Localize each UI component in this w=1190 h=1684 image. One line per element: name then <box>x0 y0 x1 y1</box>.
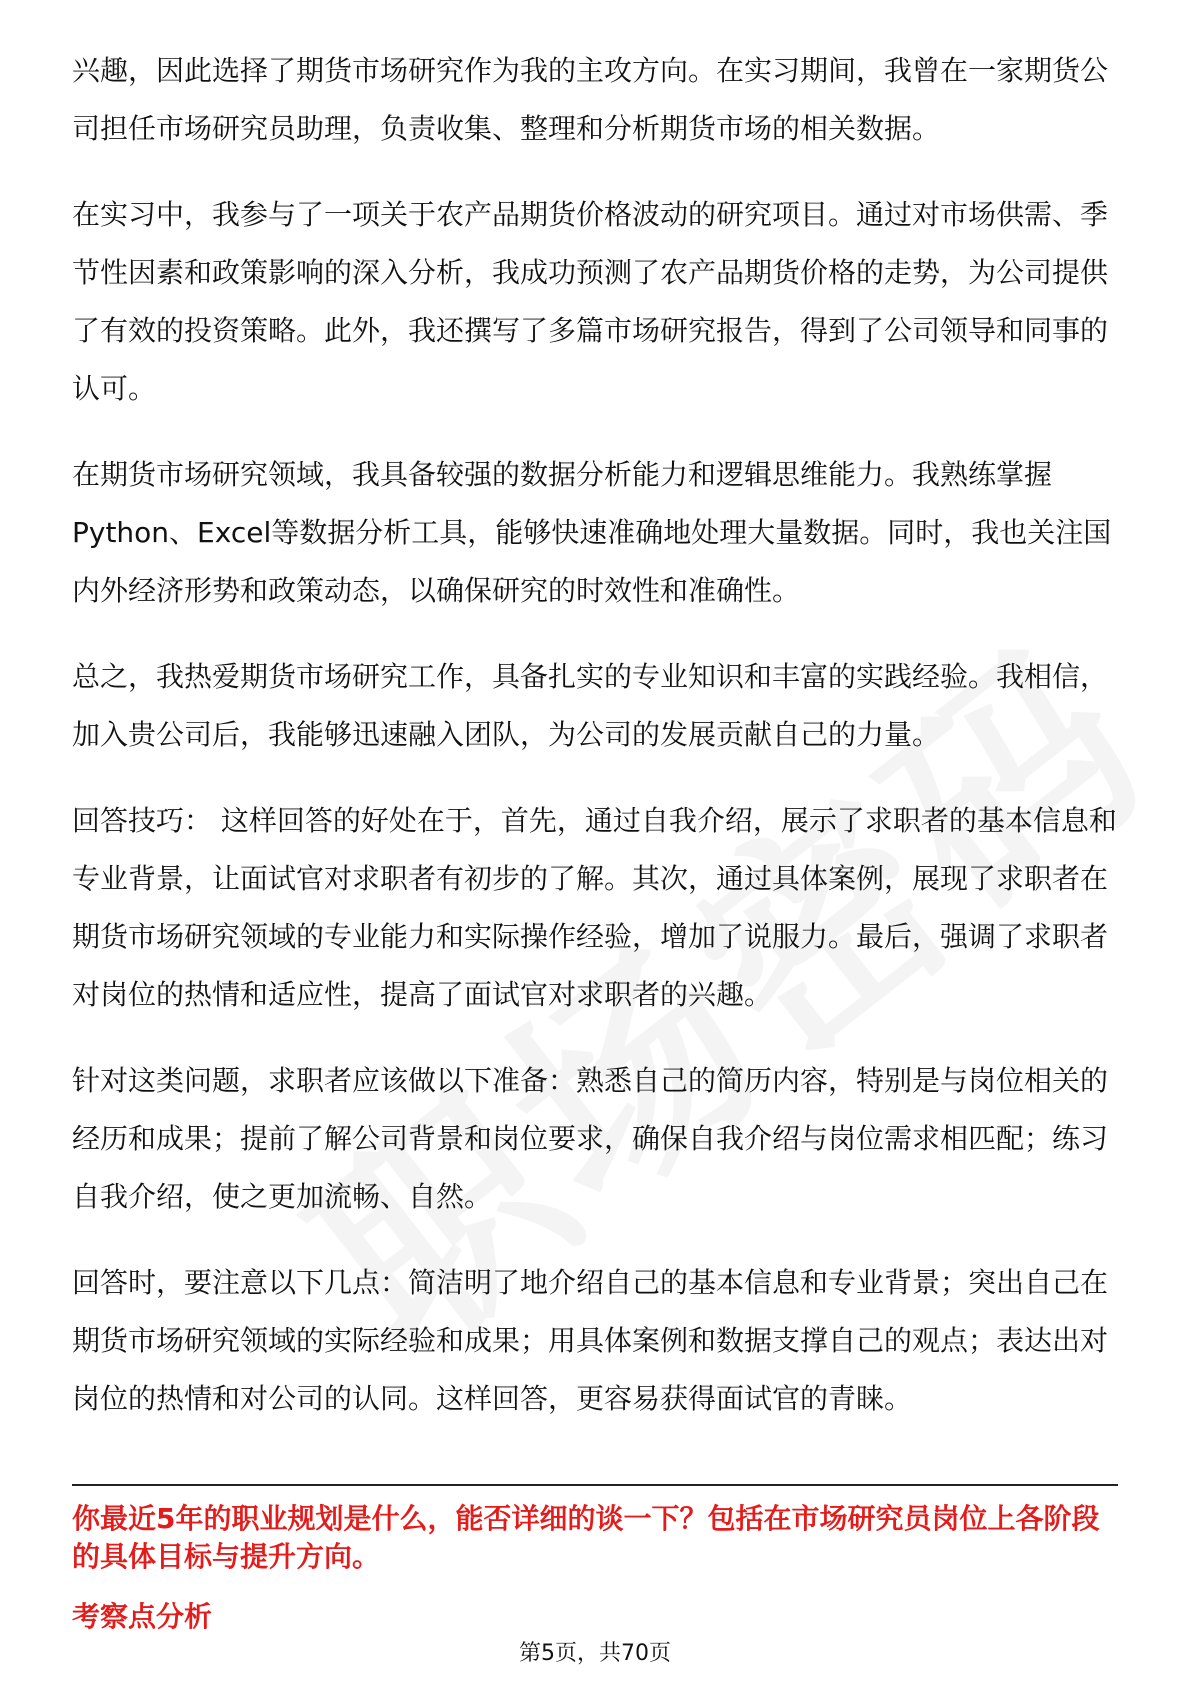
paragraph-3: 在期货市场研究领域，我具备较强的数据分析能力和逻辑思维能力。我熟练掌握Python、Excel等数据分析工具，能够快速准确地处理大量数据。同时，我也关注国内外经济形势和政策动态，以确保研究的时效性和准确性。 <box>72 458 1112 607</box>
paragraph-2: 在实习中，我参与了一项关于农产品期货价格波动的研究项目。通过对市场供需、季节性因素和政策影响的深入分析，我成功预测了农产品期货价格的走势，为公司提供了有效的投资策略。此外，我还撰写了多篇市场研究报告，得到了公司领导和同事的认可。 <box>72 198 1109 405</box>
interview-question: 你最近5年的职业规划是什么，能否详细的谈一下？包括在市场研究员岗位上各阶段的具体目标与提升方向。 <box>72 1502 1100 1573</box>
paragraph-preparation: 针对这类问题，求职者应该做以下准备：熟悉自己的简历内容，特别是与岗位相关的经历和成果；提前了解公司背景和岗位要求，确保自我介绍与岗位需求相匹配；练习自我介绍，使之更加流畅、自然。 <box>72 1064 1109 1213</box>
section-divider <box>72 1484 1118 1486</box>
paragraph-attention-points: 回答时，要注意以下几点：简洁明了地介绍自己的基本信息和专业背景；突出自己在期货市场研究领域的实际经验和成果；用具体案例和数据支撑自己的观点；表达出对岗位的热情和对公司的认同。这样回答，更容易获得面试官的青睐。 <box>72 1266 1109 1415</box>
paragraph-1: 兴趣，因此选择了期货市场研究作为我的主攻方向。在实习期间，我曾在一家期货公司担任市场研究员助理，负责收集、整理和分析期货市场的相关数据。 <box>72 54 1109 145</box>
paragraph-answer-tips: 回答技巧： 这样回答的好处在于，首先，通过自我介绍，展示了求职者的基本信息和专业背景，让面试官对求职者有初步的了解。其次，通过具体案例，展现了求职者在期货市场研究领域的专业能力和实际操作经验，增加了说服力。最后，强调了求职者对岗位的热情和适应性，提高了面试官对求职者的兴趣。 <box>72 804 1117 1011</box>
document-body <box>72 42 1118 1456</box>
paragraph-4: 总之，我热爱期货市场研究工作，具备扎实的专业知识和丰富的实践经验。我相信，加入贵公司后，我能够迅速融入团队，为公司的发展贡献自己的力量。 <box>72 660 1109 751</box>
section-title: 考察点分析 <box>72 1600 213 1633</box>
page-number: 第5页，共70页 <box>519 1641 671 1666</box>
